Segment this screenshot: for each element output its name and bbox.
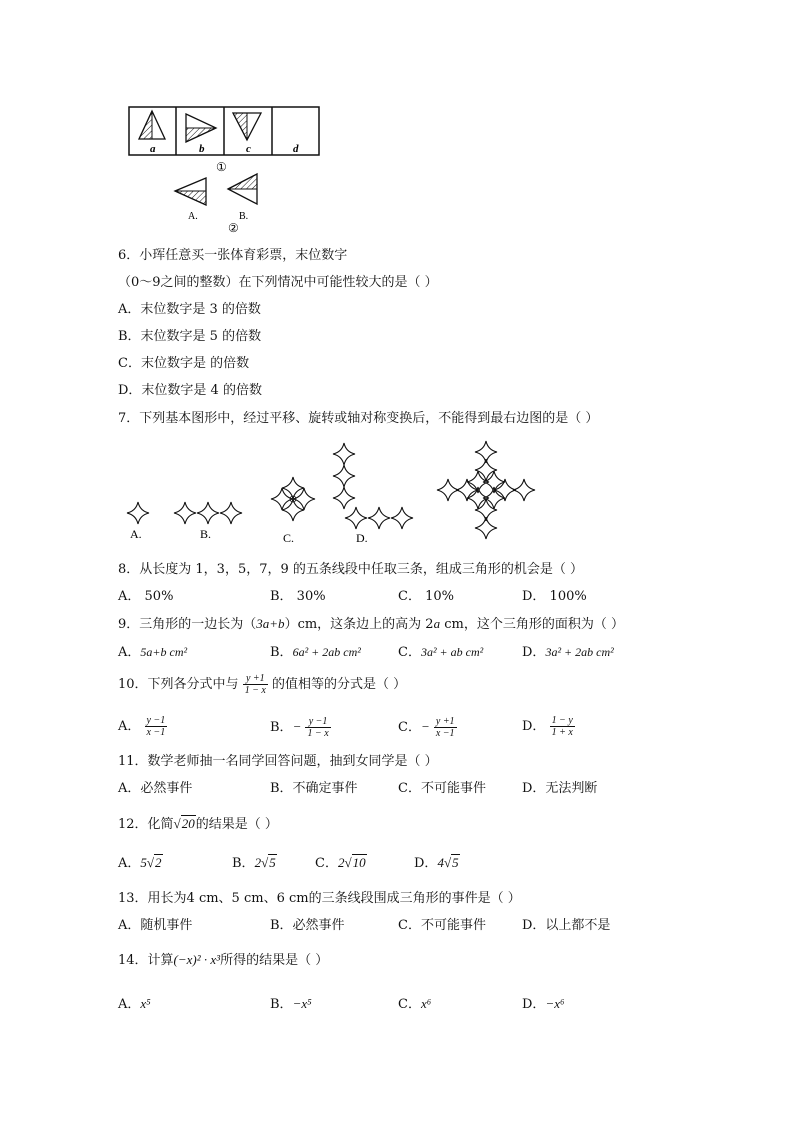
q12-radical: √20 <box>173 816 195 831</box>
q8-stem: 8．从长度为 1，3，5，7，9 的五条线段中任取三条，组成三角形的机会是（ ） <box>118 562 584 577</box>
q7-label-b: B. <box>200 527 212 541</box>
q12-option-d: D．4√5 <box>414 855 459 871</box>
q14-expression: (−x)² · x³ <box>173 952 221 967</box>
q10-option-a: A． $\frac{y -1}{x -1}$ <box>118 715 166 738</box>
q9-stem-part-a: 9．三角形的一边长为（ <box>118 617 257 632</box>
q8-option-b: B． 30% <box>270 589 326 604</box>
option-b-label: B. <box>239 211 249 222</box>
q11-option-a: A．必然事件 <box>118 781 193 796</box>
q13-option-c: C．不可能事件 <box>398 918 486 933</box>
q13-option-d: D．以上都不是 <box>522 918 611 933</box>
cell-c-triangle <box>233 113 261 140</box>
q12-option-b: B．2√5 <box>232 855 276 871</box>
question5-figure <box>120 100 330 235</box>
q10-stem-fraction: $\frac{y +1}{1 - x}$ <box>244 673 266 696</box>
option-a-label: A. <box>188 211 198 222</box>
cell-label-c: c <box>246 143 251 155</box>
q8-option-c: C． 10% <box>398 589 454 604</box>
q9-stem-part-c: cm，这个三角形的面积为（ ） <box>440 617 624 632</box>
q10-stem: 10．下列各分式中与 $\frac{y +1}{1 - x}$ 的值相等的分式是（ ） <box>118 673 407 696</box>
q10-option-b: B．− $\frac{y -1}{1 - x}$ <box>270 716 329 739</box>
q9-option-b: B．6a² + 2ab cm² <box>270 645 361 660</box>
figure-label-1: ① <box>216 160 227 174</box>
q7-label-d: D. <box>356 531 368 545</box>
q10-option-d: D． $\frac{1 - y}{1 + x}$ <box>522 715 573 738</box>
q12-option-a: A．5√2 <box>118 855 162 871</box>
q6-option-d: D．末位数字是 4 的倍数 <box>118 383 262 398</box>
cell-label-a: a <box>150 143 156 155</box>
q11-option-d: D．无法判断 <box>522 781 598 796</box>
q9-option-c: C．3a² + ab cm² <box>398 645 484 660</box>
option-a-triangle <box>175 178 206 205</box>
q6-option-b: B．末位数字是 5 的倍数 <box>118 329 262 344</box>
q11-stem: 11．数学老师抽一名同学回答问题，抽到女同学是（ ） <box>118 754 438 769</box>
q14-option-d: D．−x⁶ <box>522 996 565 1012</box>
q6-stem-line1: 6．小珲任意买一张体育彩票，末位数字 <box>118 248 348 263</box>
q14-stem: 14．计算(−x)² · x³所得的结果是（ ） <box>118 952 329 968</box>
q12-option-c: C．2√10 <box>315 855 366 871</box>
q7-figure-b <box>174 502 242 524</box>
q9-height-variable: a <box>433 616 441 631</box>
cell-label-d: d <box>293 143 299 155</box>
q13-option-a: A．随机事件 <box>118 918 193 933</box>
cell-b-triangle <box>186 114 216 142</box>
q11-option-b: B．不确定事件 <box>270 781 358 796</box>
figure-label-2: ② <box>228 221 239 235</box>
q7-label-c: C. <box>283 531 295 545</box>
q13-option-b: B．必然事件 <box>270 918 345 933</box>
q7-figure-a <box>127 502 149 524</box>
q8-option-a: A． 50% <box>118 589 174 604</box>
q14-option-a: A．x⁵ <box>118 996 151 1012</box>
cell-a-triangle <box>139 111 165 139</box>
q7-label-a: A. <box>130 527 142 541</box>
q6-stem-line2: （0～9之间的整数）在下列情况中可能性较大的是（ ） <box>118 275 438 290</box>
q9-side-expression: 3a+b <box>256 616 285 631</box>
q11-option-c: C．不可能事件 <box>398 781 486 796</box>
q7-figure-c <box>271 477 315 521</box>
q9-stem-part-b: ）cm，这条边上的高为 2 <box>284 617 434 632</box>
cell-label-b: b <box>199 143 205 155</box>
q10-option-c: C．− $\frac{y +1}{x -1}$ <box>398 716 455 739</box>
q7-figure-d <box>333 443 413 529</box>
q7-target-figure <box>437 441 535 539</box>
q14-option-c: C．x⁶ <box>398 996 432 1012</box>
q7-stem: 7．下列基本图形中，经过平移、旋转或轴对称变换后，不能得到最右边图的是（ ） <box>118 411 599 426</box>
q8-option-d: D． 100% <box>522 589 587 604</box>
q12-stem: 12．化简√20的结果是（ ） <box>118 816 278 832</box>
question7-figure <box>118 438 548 548</box>
q6-option-a: A．末位数字是 3 的倍数 <box>118 302 261 317</box>
q9-stem <box>118 616 624 633</box>
q9-option-a: A．5a+b cm² <box>118 645 188 660</box>
q9-option-d: D．3a² + 2ab cm² <box>522 645 614 660</box>
q14-option-b: B．−x⁵ <box>270 996 312 1012</box>
q13-stem: 13．用长为4 cm、5 cm、6 cm的三条线段围成三角形的事件是（ ） <box>118 891 521 906</box>
q6-option-c: C．末位数字是 的倍数 <box>118 356 250 371</box>
option-b-triangle <box>228 174 257 204</box>
